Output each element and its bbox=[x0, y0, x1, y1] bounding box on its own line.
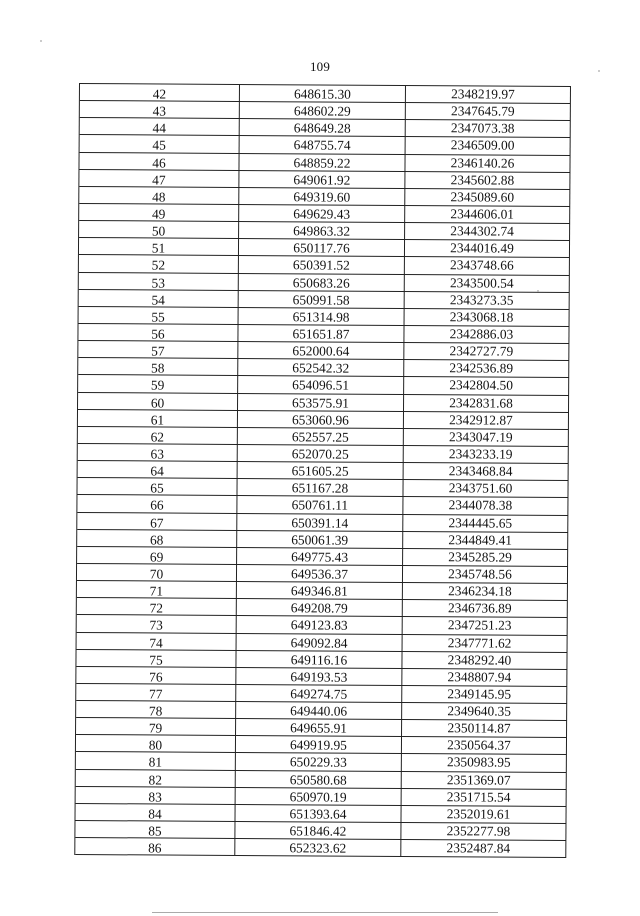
y-coordinate-cell: 2343273.35 bbox=[405, 292, 570, 309]
point-number-cell: 84 bbox=[75, 804, 235, 821]
x-coordinate-cell: 649863.32 bbox=[239, 222, 405, 239]
x-coordinate-cell: 649123.83 bbox=[237, 616, 403, 633]
y-coordinate-cell: 2350564.37 bbox=[402, 737, 567, 754]
y-coordinate-cell: 2344606.01 bbox=[405, 206, 570, 223]
y-coordinate-cell: 2345285.29 bbox=[403, 549, 568, 566]
page-number: 109 bbox=[309, 59, 331, 74]
x-coordinate-cell: 649629.43 bbox=[239, 205, 405, 222]
x-coordinate-cell: 649092.84 bbox=[237, 633, 403, 650]
y-coordinate-cell: 2343748.66 bbox=[405, 257, 570, 274]
x-coordinate-cell: 648755.74 bbox=[240, 136, 406, 153]
y-coordinate-cell: 2343047.19 bbox=[404, 429, 569, 446]
y-coordinate-cell: 2344078.38 bbox=[403, 497, 568, 514]
y-coordinate-cell: 2344302.74 bbox=[405, 223, 570, 240]
y-coordinate-cell: 2352019.61 bbox=[401, 806, 566, 823]
y-coordinate-cell: 2348807.94 bbox=[402, 669, 567, 686]
x-coordinate-cell: 649536.37 bbox=[237, 565, 403, 582]
point-number-cell: 68 bbox=[77, 530, 237, 547]
x-coordinate-cell: 649919.95 bbox=[236, 736, 402, 753]
point-number-cell: 64 bbox=[78, 461, 238, 478]
y-coordinate-cell: 2344849.41 bbox=[403, 532, 568, 549]
point-number-cell: 76 bbox=[76, 667, 236, 684]
scan-speck bbox=[537, 290, 539, 292]
point-number-cell: 82 bbox=[76, 770, 236, 787]
y-coordinate-cell: 2346509.00 bbox=[406, 137, 571, 154]
x-coordinate-cell: 649208.79 bbox=[237, 599, 403, 616]
y-coordinate-cell: 2343068.18 bbox=[405, 309, 570, 326]
y-coordinate-cell: 2342727.79 bbox=[404, 343, 569, 360]
point-number-cell: 71 bbox=[77, 581, 237, 598]
point-number-cell: 77 bbox=[76, 684, 236, 701]
x-coordinate-cell: 650391.52 bbox=[239, 256, 405, 273]
y-coordinate-cell: 2350983.95 bbox=[402, 754, 567, 771]
y-coordinate-cell: 2343468.84 bbox=[404, 463, 569, 480]
scan-speck bbox=[40, 40, 42, 42]
y-coordinate-cell: 2347251.23 bbox=[403, 617, 568, 634]
point-number-cell: 53 bbox=[79, 273, 239, 290]
x-coordinate-cell: 648602.29 bbox=[240, 102, 406, 119]
x-coordinate-cell: 651846.42 bbox=[235, 822, 401, 839]
y-coordinate-cell: 2346140.26 bbox=[405, 155, 570, 172]
x-coordinate-cell: 649116.16 bbox=[236, 651, 402, 668]
point-number-cell: 55 bbox=[79, 307, 239, 324]
y-coordinate-cell: 2347771.62 bbox=[403, 634, 568, 651]
y-coordinate-cell: 2343500.54 bbox=[405, 275, 570, 292]
point-number-cell: 47 bbox=[79, 170, 239, 187]
point-number-cell: 49 bbox=[79, 204, 239, 221]
y-coordinate-cell: 2342536.89 bbox=[404, 360, 569, 377]
x-coordinate-cell: 648615.30 bbox=[240, 85, 406, 102]
point-number-cell: 60 bbox=[78, 393, 238, 410]
point-number-cell: 66 bbox=[77, 495, 237, 512]
x-coordinate-cell: 649274.75 bbox=[236, 685, 402, 702]
y-coordinate-cell: 2342804.50 bbox=[404, 377, 569, 394]
x-coordinate-cell: 651393.64 bbox=[235, 805, 401, 822]
point-number-cell: 69 bbox=[77, 547, 237, 564]
point-number-cell: 58 bbox=[78, 358, 238, 375]
x-coordinate-cell: 649346.81 bbox=[237, 582, 403, 599]
y-coordinate-cell: 2346736.89 bbox=[403, 600, 568, 617]
y-coordinate-cell: 2350114.87 bbox=[402, 720, 567, 737]
y-coordinate-cell: 2349640.35 bbox=[402, 703, 567, 720]
x-coordinate-cell: 651605.25 bbox=[238, 462, 404, 479]
x-coordinate-cell: 654096.51 bbox=[238, 376, 404, 393]
point-number-cell: 83 bbox=[76, 787, 236, 804]
y-coordinate-cell: 2342831.68 bbox=[404, 395, 569, 412]
y-coordinate-cell: 2347645.79 bbox=[406, 103, 571, 120]
x-coordinate-cell: 650061.39 bbox=[237, 531, 403, 548]
x-coordinate-cell: 652542.32 bbox=[238, 359, 404, 376]
x-coordinate-cell: 652557.25 bbox=[238, 428, 404, 445]
y-coordinate-cell: 2343751.60 bbox=[403, 480, 568, 497]
point-number-cell: 46 bbox=[79, 153, 239, 170]
x-coordinate-cell: 652000.64 bbox=[238, 342, 404, 359]
point-number-cell: 74 bbox=[77, 632, 237, 649]
y-coordinate-cell: 2344445.65 bbox=[403, 515, 568, 532]
point-number-cell: 42 bbox=[80, 84, 240, 101]
y-coordinate-cell: 2349145.95 bbox=[402, 686, 567, 703]
x-coordinate-cell: 652323.62 bbox=[235, 839, 401, 856]
x-coordinate-cell: 651651.87 bbox=[238, 325, 404, 342]
x-coordinate-cell: 648859.22 bbox=[239, 154, 405, 171]
y-coordinate-cell: 2343233.19 bbox=[404, 446, 569, 463]
y-coordinate-cell: 2344016.49 bbox=[405, 240, 570, 257]
y-coordinate-cell: 2345748.56 bbox=[403, 566, 568, 583]
point-number-cell: 45 bbox=[80, 135, 240, 152]
x-coordinate-cell: 650761.11 bbox=[237, 496, 403, 513]
point-number-cell: 85 bbox=[75, 821, 235, 838]
x-coordinate-cell: 650391.14 bbox=[237, 513, 403, 530]
point-number-cell: 65 bbox=[77, 478, 237, 495]
point-number-cell: 75 bbox=[76, 650, 236, 667]
x-coordinate-cell: 649319.60 bbox=[239, 188, 405, 205]
point-number-cell: 52 bbox=[79, 255, 239, 272]
point-number-cell: 50 bbox=[79, 221, 239, 238]
x-coordinate-cell: 651314.98 bbox=[239, 308, 405, 325]
x-coordinate-cell: 650229.33 bbox=[236, 753, 402, 770]
point-number-cell: 70 bbox=[77, 564, 237, 581]
x-coordinate-cell: 653575.91 bbox=[238, 394, 404, 411]
x-coordinate-cell: 650991.58 bbox=[239, 291, 405, 308]
point-number-cell: 78 bbox=[76, 701, 236, 718]
point-number-cell: 57 bbox=[78, 341, 238, 358]
point-number-cell: 56 bbox=[78, 324, 238, 341]
point-number-cell: 59 bbox=[78, 375, 238, 392]
point-number-cell: 43 bbox=[80, 101, 240, 118]
coordinate-table bbox=[74, 83, 571, 858]
point-number-cell: 62 bbox=[78, 427, 238, 444]
point-number-cell: 73 bbox=[77, 615, 237, 632]
point-number-cell: 72 bbox=[77, 598, 237, 615]
x-coordinate-cell: 652070.25 bbox=[238, 445, 404, 462]
point-number-cell: 67 bbox=[77, 513, 237, 530]
point-number-cell: 79 bbox=[76, 718, 236, 735]
page-bottom-edge bbox=[152, 912, 498, 913]
x-coordinate-cell: 650580.68 bbox=[236, 771, 402, 788]
y-coordinate-cell: 2345089.60 bbox=[405, 189, 570, 206]
y-coordinate-cell: 2342886.03 bbox=[404, 326, 569, 343]
x-coordinate-cell: 648649.28 bbox=[240, 119, 406, 136]
point-number-cell: 61 bbox=[78, 410, 238, 427]
y-coordinate-cell: 2351369.07 bbox=[402, 772, 567, 789]
x-coordinate-cell: 649655.91 bbox=[236, 719, 402, 736]
y-coordinate-cell: 2352487.84 bbox=[401, 840, 566, 857]
point-number-cell: 86 bbox=[75, 838, 235, 855]
x-coordinate-cell: 650117.76 bbox=[239, 239, 405, 256]
x-coordinate-cell: 650970.19 bbox=[236, 788, 402, 805]
point-number-cell: 81 bbox=[76, 752, 236, 769]
point-number-cell: 80 bbox=[76, 735, 236, 752]
x-coordinate-cell: 653060.96 bbox=[238, 411, 404, 428]
scan-speck bbox=[598, 70, 600, 72]
x-coordinate-cell: 649775.43 bbox=[237, 548, 403, 565]
point-number-cell: 54 bbox=[79, 290, 239, 307]
x-coordinate-cell: 649440.06 bbox=[236, 702, 402, 719]
x-coordinate-cell: 649193.53 bbox=[236, 668, 402, 685]
y-coordinate-cell: 2346234.18 bbox=[403, 583, 568, 600]
y-coordinate-cell: 2348219.97 bbox=[406, 86, 571, 103]
x-coordinate-cell: 650683.26 bbox=[239, 274, 405, 291]
table-row bbox=[75, 838, 566, 858]
x-coordinate-cell: 649061.92 bbox=[239, 171, 405, 188]
y-coordinate-cell: 2348292.40 bbox=[402, 652, 567, 669]
point-number-cell: 48 bbox=[79, 187, 239, 204]
point-number-cell: 63 bbox=[78, 444, 238, 461]
y-coordinate-cell: 2351715.54 bbox=[402, 789, 567, 806]
y-coordinate-cell: 2345602.88 bbox=[405, 172, 570, 189]
y-coordinate-cell: 2347073.38 bbox=[406, 120, 571, 137]
x-coordinate-cell: 651167.28 bbox=[237, 479, 403, 496]
point-number-cell: 51 bbox=[79, 238, 239, 255]
y-coordinate-cell: 2342912.87 bbox=[404, 412, 569, 429]
y-coordinate-cell: 2352277.98 bbox=[401, 823, 566, 840]
point-number-cell: 44 bbox=[80, 118, 240, 135]
